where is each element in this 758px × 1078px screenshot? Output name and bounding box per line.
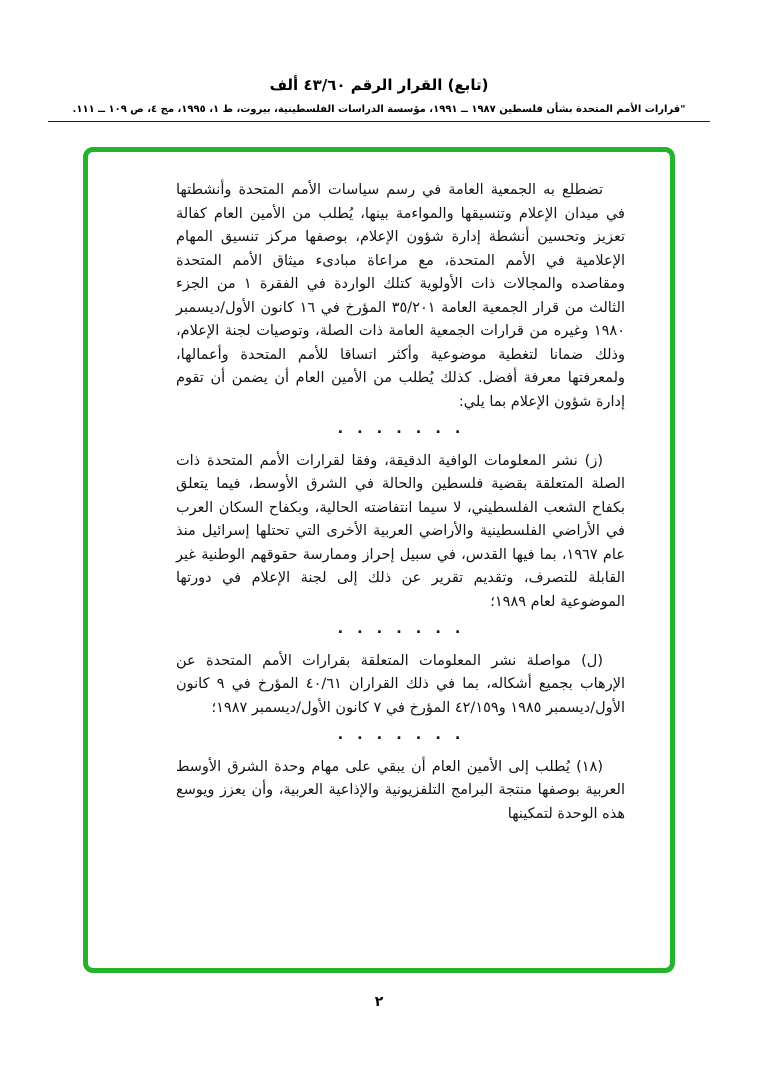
ellipsis-separator: . . . . . . .	[337, 727, 464, 743]
paragraph-item-18: (١٨) يُطلب إلى الأمين العام أن يبقي على مهام وحدة الشرق الأوسط العربية بوصفها منتجة البرامج التلفزيونية والإذاعية العربية، وأن يعزز ويوسع هذه الوحدة لتمكينها	[176, 758, 625, 822]
content-frame	[83, 147, 675, 973]
paragraph-item-z: (ز) نشر المعلومات الوافية الدقيقة، وفقا لقرارات الأمم المتحدة ذات الصلة المتعلقة بقضية فلسطين والحالة في الشرق الأوسط، فيما يتعلق بكفاح الشعب الفلسطيني، لا سيما انتفاضته الحالية، وبكفاح السكان العرب في الأراضي الفلسطينية والأراضي العربية الأخرى التي تحتلها إسرائيل منذ عام ١٩٦٧، بما فيها القدس، في سبيل إحراز وممارسة حقوقهم الوطنية غير القابلة للتصرف، وتقديم تقرير عن ذلك إلى لجنة الإعلام في دورتها الموضوعية لعام ١٩٨٩؛	[176, 452, 625, 610]
ellipsis-separator: . . . . . . .	[337, 421, 464, 437]
ellipsis-separator: . . . . . . .	[337, 621, 464, 637]
paragraph: تضطلع به الجمعية العامة في رسم سياسات الأمم المتحدة وأنشطتها في ميدان الإعلام وتنسيقها والمواءمة بينها، يُطلب من الأمين العام كفالة تعزيز وتحسين أنشطة إدارة شؤون الإعلام، بوصفها مركز تنسيق المهام الإعلامية في الأمم المتحدة، مع مراعاة مبادىء ميثاق الأمم المتحدة ومقاصده والمجالات ذات الأولوية كتلك الواردة في الفقرة ١ من الجزء الثالث من قرار الجمعية العامة ٣٥/٢٠١ المؤرخ في ١٦ كانون الأول/ديسمبر ١٩٨٠ وغيره من قرارات الجمعية العامة ذات الصلة، وتوصيات لجنة الإعلام، وذلك ضمانا لتغطية موضوعية وأكثر اتساقا للأمم المتحدة وأعمالها، ولمعرفتها معرفة أفضل. كذلك يُطلب من الأمين العام أن يضمن أن تقوم إدارة شؤون الإعلام بما يلي:	[176, 182, 625, 410]
citation-line: "قرارات الأمم المتحدة بشأن فلسطين ١٩٨٧ ــ ١٩٩١، مؤسسة الدراسات الفلسطينية، بيروت، ط ١، ١٩٩٥، مج ٤، ص ١٠٩ ــ ١١١.	[72, 104, 686, 115]
page-title: (تابع) القرار الرقم ٤٣/٦٠ ألف	[269, 76, 489, 94]
document-header	[0, 0, 758, 122]
paragraph-item-l: (ل) مواصلة نشر المعلومات المتعلقة بقرارات الأمم المتحدة عن الإرهاب بجميع أشكاله، بما في ذلك القراران ٤٠/٦١ المؤرخ في ٩ كانون الأول/ديسمبر ١٩٨٥ و٤٢/١٥٩ المؤرخ في ٧ كانون الأول/ديسمبر ١٩٨٧؛	[176, 652, 626, 716]
body-text	[88, 152, 670, 826]
page-number: ٢	[374, 994, 384, 1010]
header-divider	[48, 121, 710, 122]
